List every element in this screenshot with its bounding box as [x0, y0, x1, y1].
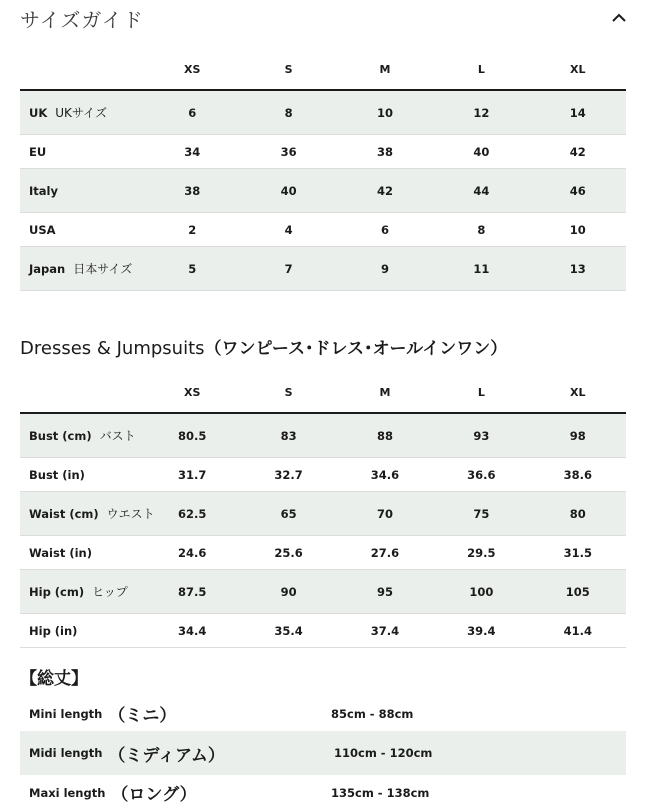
- table-row: [20, 90, 626, 135]
- row-label-cell: [20, 169, 144, 213]
- section-title-en: Dresses & Jumpsuits: [20, 338, 205, 359]
- table-cell: 65: [240, 492, 336, 536]
- table-row: [20, 413, 626, 458]
- row-label-cell: [20, 213, 144, 247]
- table-cell: 40: [240, 169, 336, 213]
- table-cell: 34.4: [144, 614, 240, 648]
- table-cell: 39.4: [433, 614, 529, 648]
- row-label-cell: [20, 135, 144, 169]
- table-cell: 105: [530, 570, 626, 614]
- table-cell: 10: [337, 90, 433, 135]
- table-cell: 14: [530, 90, 626, 135]
- table-cell: 27.6: [337, 536, 433, 570]
- row-label-cell: [20, 570, 144, 614]
- column-header: S: [240, 50, 336, 90]
- table-cell: 12: [433, 90, 529, 135]
- table-cell: 8: [433, 213, 529, 247]
- column-header: XS: [144, 373, 240, 413]
- table-cell: 95: [337, 570, 433, 614]
- column-header: M: [337, 373, 433, 413]
- row-label-cell: [20, 413, 144, 458]
- chevron-up-icon[interactable]: [610, 10, 628, 26]
- table-cell: 9: [337, 247, 433, 291]
- table-cell: 38: [144, 169, 240, 213]
- table-cell: 87.5: [144, 570, 240, 614]
- table-cell: 25.6: [240, 536, 336, 570]
- table-row: [20, 492, 626, 536]
- row-label: UK: [29, 106, 48, 120]
- table-row: [20, 213, 626, 247]
- table-row: [20, 169, 626, 213]
- length-row: [20, 731, 626, 775]
- row-label-jp: 日本サイズ: [73, 262, 133, 276]
- table-cell: 46: [530, 169, 626, 213]
- length-value: 135cm - 138cm: [331, 785, 430, 800]
- length-label: Mini length: [29, 706, 103, 721]
- length-value: 85cm - 88cm: [331, 706, 414, 721]
- row-label-jp: ウエスト: [106, 507, 155, 521]
- table-cell: 4: [240, 213, 336, 247]
- length-label-jp: （ミニ）: [108, 706, 177, 726]
- table-row: [20, 570, 626, 614]
- section-title-jp: （ワンピース･ドレス･オールインワン）: [204, 339, 508, 359]
- table-row: [20, 458, 626, 492]
- table-cell: 88: [337, 413, 433, 458]
- table-row: [20, 135, 626, 169]
- column-header: XL: [530, 50, 626, 90]
- table-cell: 8: [240, 90, 336, 135]
- table-cell: 100: [433, 570, 529, 614]
- length-value: 110cm - 120cm: [334, 746, 433, 760]
- length-row: [20, 694, 626, 733]
- column-header: S: [240, 373, 336, 413]
- table-cell: 24.6: [144, 536, 240, 570]
- length-label: Maxi length: [29, 785, 106, 800]
- row-label: USA: [29, 222, 56, 237]
- table-cell: 93: [433, 413, 529, 458]
- table-cell: 90: [240, 570, 336, 614]
- length-label-jp: （ロング）: [111, 785, 197, 805]
- length-row: [20, 773, 626, 812]
- row-label: Waist (in): [29, 545, 92, 560]
- table-cell: 36.6: [433, 458, 529, 492]
- table-cell: 42: [530, 135, 626, 169]
- table-cell: 41.4: [530, 614, 626, 648]
- size-guide-title: サイズガイド: [20, 8, 144, 32]
- table-cell: 80: [530, 492, 626, 536]
- row-label-jp: UKサイズ: [55, 106, 107, 120]
- column-header: XS: [144, 50, 240, 90]
- dresses-measurement-table: [20, 373, 626, 648]
- table-cell: 38: [337, 135, 433, 169]
- row-label: Japan: [29, 262, 66, 276]
- column-header: M: [337, 50, 433, 90]
- table-cell: 80.5: [144, 413, 240, 458]
- table-cell: 70: [337, 492, 433, 536]
- size-guide-header[interactable]: [20, 0, 628, 36]
- table-cell: 42: [337, 169, 433, 213]
- table-row: [20, 536, 626, 570]
- table-cell: 37.4: [337, 614, 433, 648]
- row-label-jp: ヒップ: [92, 585, 128, 599]
- table-cell: 62.5: [144, 492, 240, 536]
- table-row: [20, 614, 626, 648]
- table-cell: 31.5: [530, 536, 626, 570]
- table-cell: 5: [144, 247, 240, 291]
- row-label: Italy: [29, 183, 58, 198]
- row-label-cell: [20, 247, 144, 291]
- row-label: Waist (cm): [29, 507, 99, 521]
- row-label-jp: バスト: [99, 429, 136, 443]
- table-cell: 44: [433, 169, 529, 213]
- table-cell: 32.7: [240, 458, 336, 492]
- row-label-cell: [20, 536, 144, 570]
- table-cell: 6: [337, 213, 433, 247]
- table-cell: 29.5: [433, 536, 529, 570]
- table-cell: 34.6: [337, 458, 433, 492]
- table-cell: 31.7: [144, 458, 240, 492]
- table-cell: 83: [240, 413, 336, 458]
- table-cell: 35.4: [240, 614, 336, 648]
- dresses-section-title: [20, 334, 507, 359]
- table-cell: 10: [530, 213, 626, 247]
- table-cell: 75: [433, 492, 529, 536]
- row-label: Hip (in): [29, 623, 78, 638]
- length-heading: 【総丈】: [20, 669, 88, 689]
- table-cell: 34: [144, 135, 240, 169]
- row-label-cell: [20, 614, 144, 648]
- table-cell: 98: [530, 413, 626, 458]
- table-cell: 6: [144, 90, 240, 135]
- table-cell: 7: [240, 247, 336, 291]
- table-cell: 11: [433, 247, 529, 291]
- length-label-jp: （ミディアム）: [108, 745, 225, 766]
- row-label: Hip (cm): [29, 585, 85, 599]
- row-label: Bust (cm): [29, 429, 92, 443]
- table-cell: 2: [144, 213, 240, 247]
- table-cell: 36: [240, 135, 336, 169]
- column-header: XL: [530, 373, 626, 413]
- table-cell: 40: [433, 135, 529, 169]
- row-label-cell: [20, 90, 144, 135]
- row-label-cell: [20, 458, 144, 492]
- length-label: Midi length: [29, 746, 103, 760]
- table-row: [20, 247, 626, 291]
- size-conversion-table: [20, 50, 626, 291]
- column-header: L: [433, 373, 529, 413]
- table-cell: 13: [530, 247, 626, 291]
- row-label: Bust (in): [29, 467, 85, 482]
- column-header: L: [433, 50, 529, 90]
- table-cell: 38.6: [530, 458, 626, 492]
- row-label-cell: [20, 492, 155, 536]
- row-label: EU: [29, 144, 47, 159]
